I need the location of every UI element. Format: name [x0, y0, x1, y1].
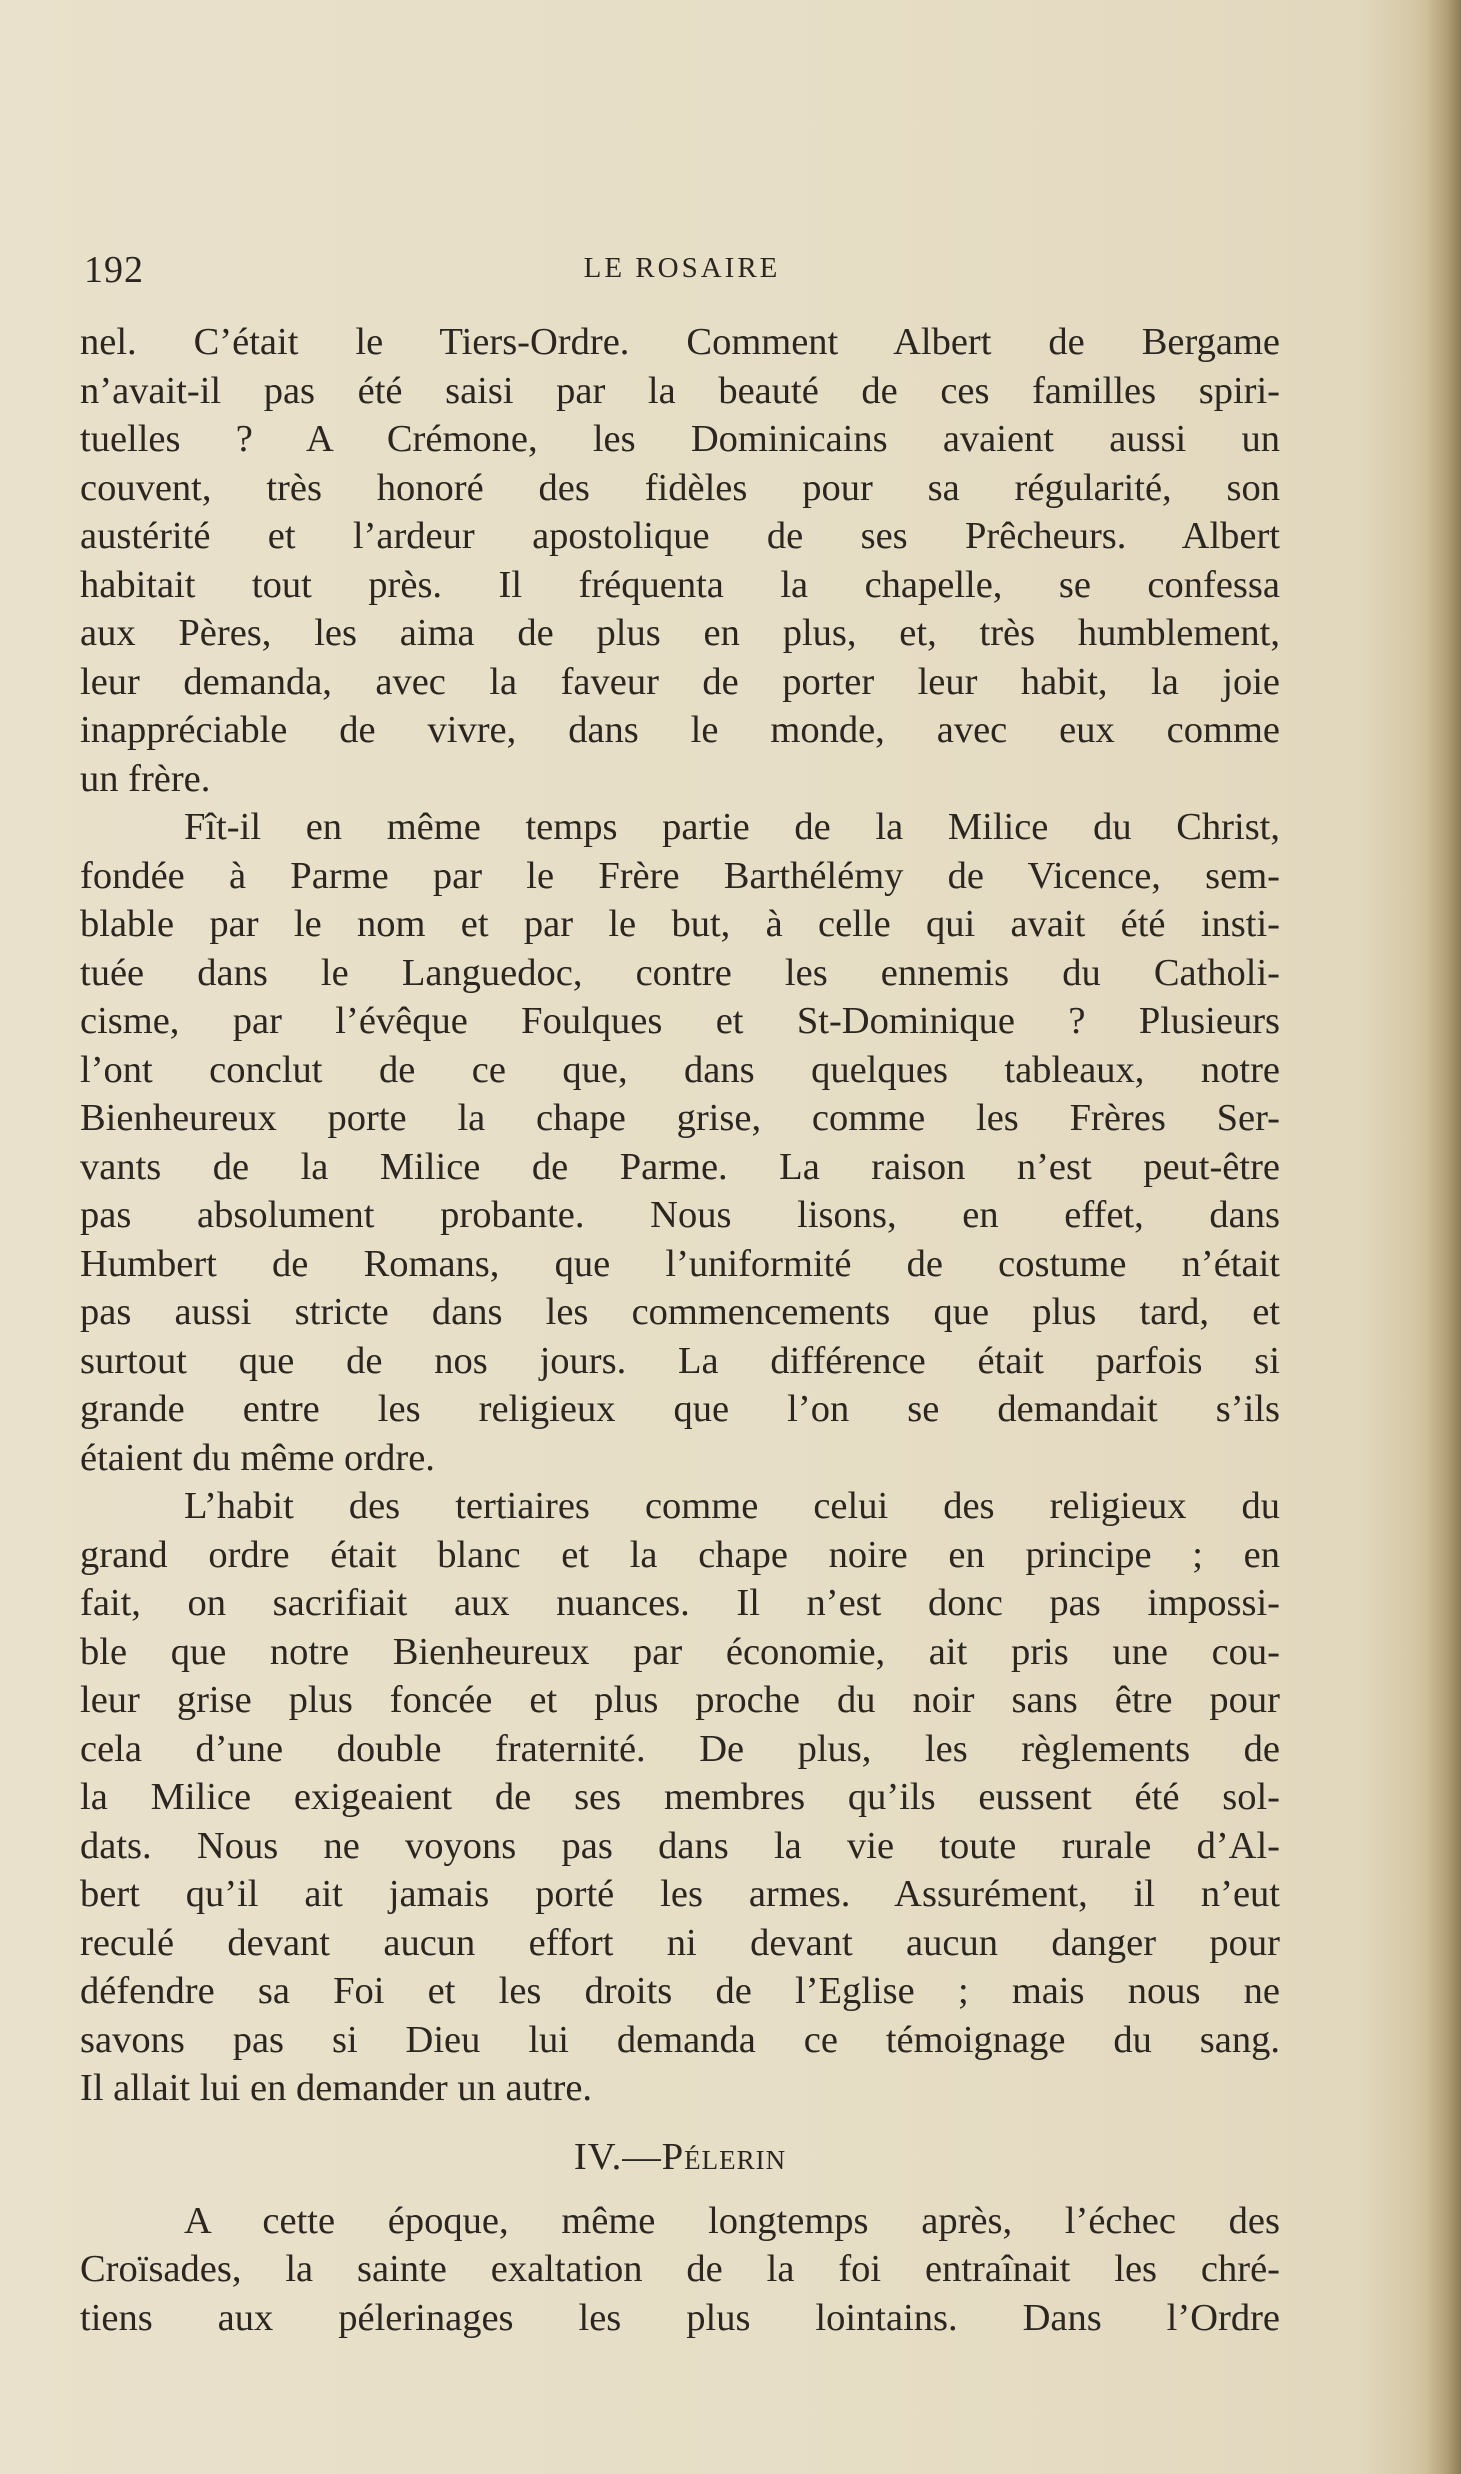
text-line: pas absolument probante. Nous lisons, en effet, dans	[80, 1194, 1280, 1236]
text-line: grand ordre était blanc et la chape noire en principe ; en	[80, 1533, 1280, 1576]
text-line: Il allait lui en demander un autre.	[80, 2067, 593, 2109]
text-line: cisme, par l’évêque Foulques et St-Dominique ? Plusieurs	[80, 1000, 1280, 1042]
text-line: un frère.	[80, 757, 211, 800]
text-line: ble que notre Bienheureux par économie, ait pris une cou-	[80, 1630, 1280, 1673]
text-line: étaient du même ordre.	[80, 1436, 435, 1479]
text-line: surtout que de nos jours. La différence était parfois si	[80, 1339, 1280, 1382]
text-line: pas aussi stricte dans les commencements que plus tard, et	[80, 1291, 1280, 1333]
page-header	[84, 248, 1280, 298]
text-line: A cette époque, même longtemps après, l’échec des	[184, 2199, 1280, 2242]
text-line: habitait tout près. Il fréquenta la chapelle, se confessa	[80, 563, 1280, 606]
text-line: fait, on sacrifiait aux nuances. Il n’est donc pas impossi-	[80, 1582, 1280, 1624]
text-line: défendre sa Foi et les droits de l’Eglise ; mais nous ne	[80, 1970, 1280, 2012]
page-number: 192	[84, 249, 144, 291]
text-line: bert qu’il ait jamais porté les armes. Assurément, il n’eut	[80, 1873, 1280, 1915]
text-line: austérité et l’ardeur apostolique de ses Prêcheurs. Albert	[80, 515, 1280, 557]
text-line: dats. Nous ne voyons pas dans la vie toute rurale d’Al-	[80, 1824, 1280, 1867]
text-line: Bienheureux porte la chape grise, comme les Frères Ser-	[80, 1097, 1280, 1139]
text-line: tuée dans le Languedoc, contre les ennemis du Catholi-	[80, 951, 1280, 994]
text-line: Croïsades, la sainte exaltation de la foi entraînait les chré-	[80, 2248, 1280, 2290]
text-line: couvent, très honoré des fidèles pour sa régularité, son	[80, 466, 1280, 509]
text-line: Fît-il en même temps partie de la Milice du Christ,	[184, 806, 1280, 848]
text-line: tiens aux pélerinages les plus lointains. Dans l’Ordre	[80, 2296, 1280, 2339]
running-title: LE ROSAIRE	[583, 252, 781, 284]
text-line: grande entre les religieux que l’on se demandait s’ils	[80, 1388, 1280, 1430]
page-gutter-shadow	[1427, 0, 1461, 2474]
body-text	[80, 318, 1280, 2342]
text-line: cela d’une double fraternité. De plus, les règlements de	[80, 1727, 1280, 1770]
text-line: fondée à Parme par le Frère Barthélémy de Vicence, sem-	[80, 854, 1280, 897]
text-line: blable par le nom et par le but, à celle qui avait été insti-	[80, 903, 1280, 945]
text-line: vants de la Milice de Parme. La raison n’est peut-être	[80, 1145, 1280, 1188]
text-line: inappréciable de vivre, dans le monde, avec eux comme	[80, 709, 1280, 751]
text-line: l’ont conclut de ce que, dans quelques tableaux, notre	[80, 1048, 1280, 1091]
text-line: n’avait-il pas été saisi par la beauté de ces familles spiri-	[80, 369, 1280, 412]
text-line: tuelles ? A Crémone, les Dominicains avaient aussi un	[80, 418, 1280, 460]
text-line: reculé devant aucun effort ni devant aucun danger pour	[80, 1921, 1280, 1964]
text-line: la Milice exigeaient de ses membres qu’ils eussent été sol-	[80, 1776, 1280, 1818]
text-line: Humbert de Romans, que l’uniformité de costume n’était	[80, 1242, 1280, 1285]
text-line: leur grise plus foncée et plus proche du noir sans être pour	[80, 1679, 1280, 1721]
text-line: aux Pères, les aima de plus en plus, et, très humblement,	[80, 612, 1280, 654]
text-line: savons pas si Dieu lui demanda ce témoignage du sang.	[80, 2018, 1280, 2061]
text-line: leur demanda, avec la faveur de porter leur habit, la joie	[80, 660, 1280, 703]
text-line: L’habit des tertiaires comme celui des religieux du	[184, 1485, 1280, 1527]
text-line: nel. C’était le Tiers-Ordre. Comment Albert de Bergame	[80, 321, 1280, 363]
section-heading: IV.—Pélerin	[573, 2135, 787, 2178]
